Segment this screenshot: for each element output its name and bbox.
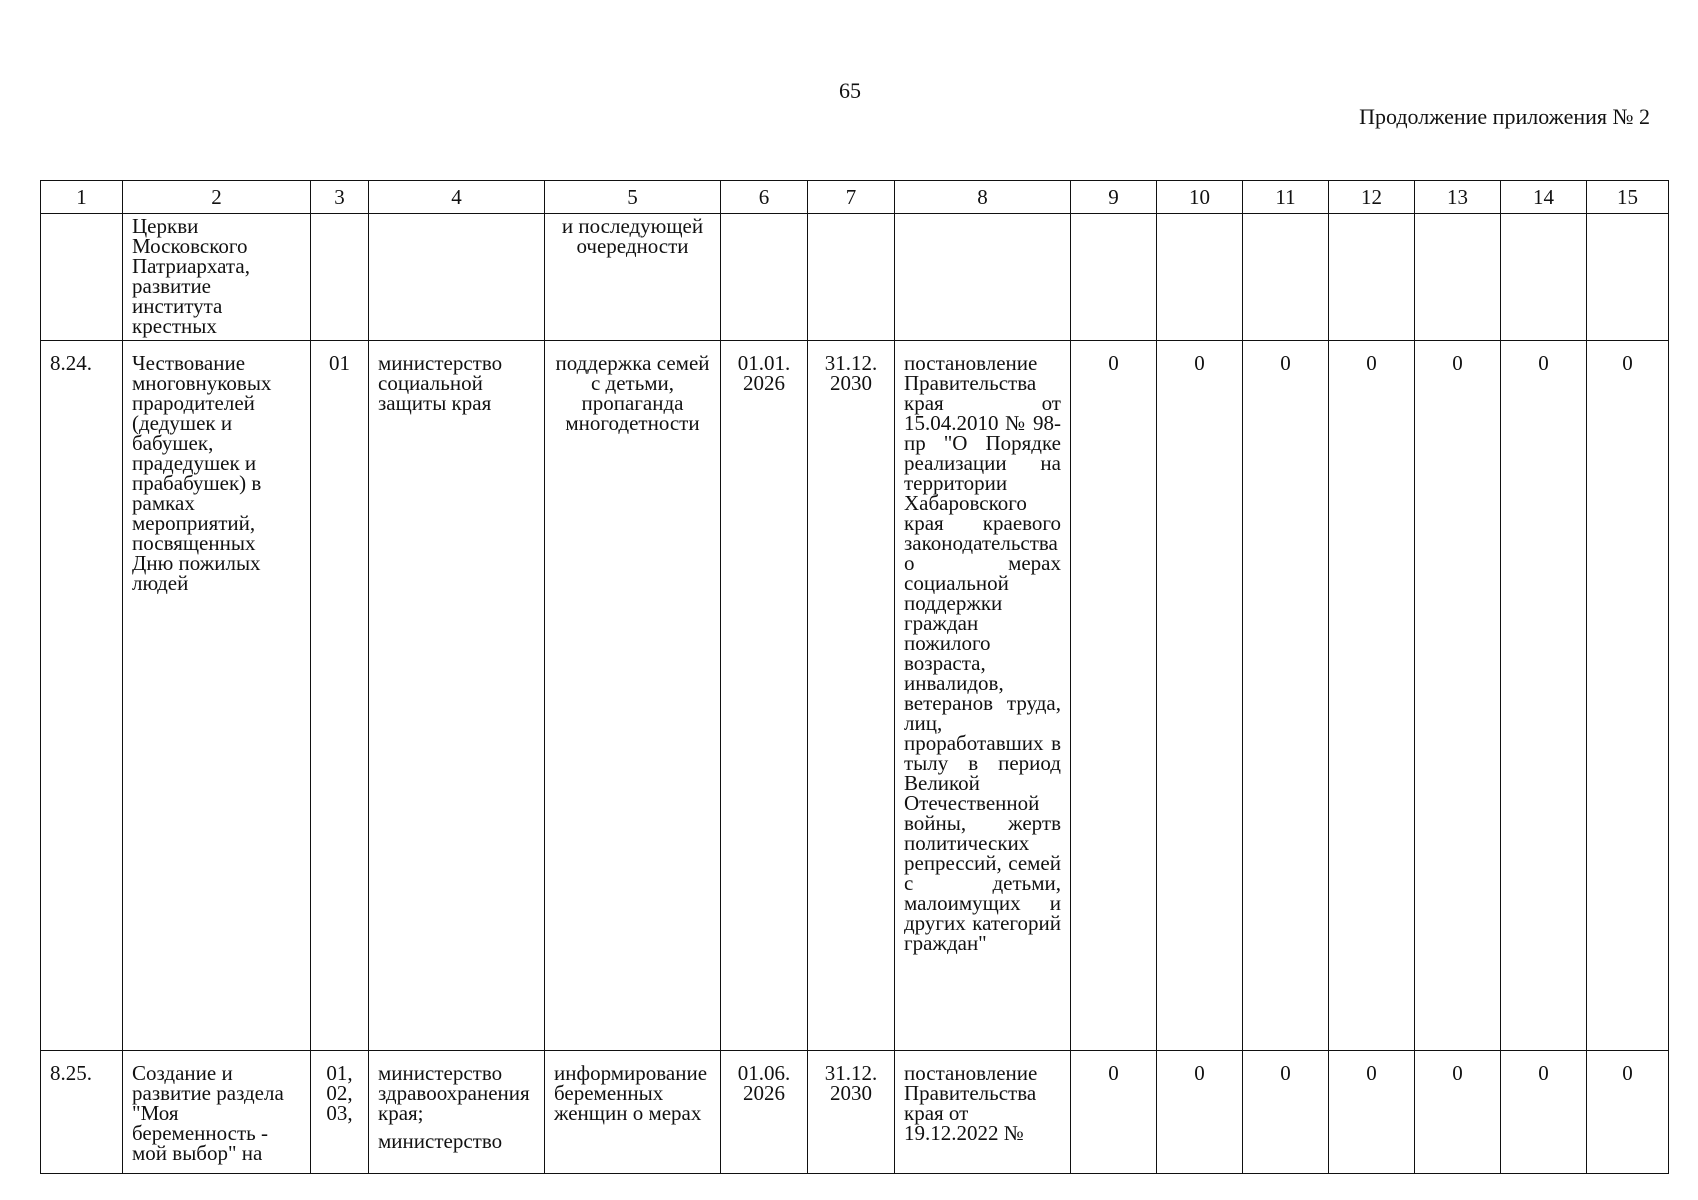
cell-value: 0 (1243, 341, 1329, 1051)
cell-value (1157, 214, 1243, 341)
appendix-caption: Продолжение приложения № 2 (1359, 104, 1650, 129)
table-row (41, 1051, 1669, 1174)
col-header: 10 (1157, 181, 1243, 214)
cell-value: 0 (1587, 1051, 1669, 1174)
cell-value: 0 (1243, 1051, 1329, 1174)
col-header: 2 (123, 181, 311, 214)
cell-code: 01 (311, 341, 369, 1051)
col-header: 9 (1071, 181, 1157, 214)
cell-measure-name: Церкви Московского Патриархата, развитие института крестных (123, 214, 311, 341)
cell-value: 0 (1587, 341, 1669, 1051)
table-row (41, 214, 1669, 341)
cell-value (1243, 214, 1329, 341)
cell-expected-result: и последующей очередности (545, 214, 721, 341)
cell-measure-name: Чествование многовнуковых прародителей (дедушек и бабушек, прадедушек и прабабушек) в рамках мероприятий, посвященных Дню пожилых людей (123, 341, 311, 1051)
cell-measure-name: Создание и развитие раздела "Моя беременность - мой выбор" на (123, 1051, 311, 1174)
cell-expected-result: информирование беременных женщин о мерах (545, 1051, 721, 1174)
table-header-row (41, 181, 1669, 214)
cell-value (1071, 214, 1157, 341)
col-header: 14 (1501, 181, 1587, 214)
cell-executor (369, 1051, 545, 1174)
cell-value: 0 (1501, 1051, 1587, 1174)
cell-number: 8.25. (41, 1051, 123, 1174)
cell-start-date: 01.01. 2026 (721, 341, 808, 1051)
cell-expected-result: поддержка семей с детьми, пропаганда многодетности (545, 341, 721, 1051)
col-header: 15 (1587, 181, 1669, 214)
cell-start-date (721, 214, 808, 341)
cell-value: 0 (1157, 341, 1243, 1051)
cell-value: 0 (1071, 1051, 1157, 1174)
measures-table (40, 180, 1669, 1174)
cell-code (311, 214, 369, 341)
cell-value: 0 (1329, 1051, 1415, 1174)
cell-legal-basis: постановление Правительства края от 15.04.2010 № 98-пр "О Порядке реализации на территории Хабаровского края краевого законодательства о мерах социальной поддержки граждан пожилого возраста, инвалидов, ветеранов труда, лиц, проработавших в тылу в период Великой Отечественной войны, жертв политических репрессий, семей с детьми, малоимущих и других категорий граждан" (895, 341, 1071, 1051)
col-header: 4 (369, 181, 545, 214)
col-header: 5 (545, 181, 721, 214)
cell-value: 0 (1415, 341, 1501, 1051)
cell-legal-basis: постановление Правительства края от 19.12.2022 № (895, 1051, 1071, 1174)
cell-value (1501, 214, 1587, 341)
table-row (41, 341, 1669, 1051)
cell-value (1415, 214, 1501, 341)
col-header: 6 (721, 181, 808, 214)
cell-executor (369, 214, 545, 341)
cell-legal-basis (895, 214, 1071, 341)
cell-end-date: 31.12. 2030 (808, 341, 895, 1051)
col-header: 3 (311, 181, 369, 214)
col-header: 13 (1415, 181, 1501, 214)
cell-number: 8.24. (41, 341, 123, 1051)
col-header: 1 (41, 181, 123, 214)
cell-end-date (808, 214, 895, 341)
cell-value: 0 (1071, 341, 1157, 1051)
cell-value (1329, 214, 1415, 341)
cell-end-date: 31.12. 2030 (808, 1051, 895, 1174)
cell-value (1587, 214, 1669, 341)
executor-line: министерство здравоохранения края; (378, 1061, 530, 1125)
cell-value: 0 (1501, 341, 1587, 1051)
cell-number (41, 214, 123, 341)
col-header: 8 (895, 181, 1071, 214)
col-header: 7 (808, 181, 895, 214)
cell-code: 01, 02, 03, (311, 1051, 369, 1174)
col-header: 12 (1329, 181, 1415, 214)
executor-line: министерство (378, 1129, 503, 1153)
cell-value: 0 (1157, 1051, 1243, 1174)
col-header: 11 (1243, 181, 1329, 214)
cell-executor: министерство социальной защиты края (369, 341, 545, 1051)
cell-value: 0 (1329, 341, 1415, 1051)
cell-start-date: 01.06. 2026 (721, 1051, 808, 1174)
cell-value: 0 (1415, 1051, 1501, 1174)
page-number: 65 (839, 78, 861, 103)
